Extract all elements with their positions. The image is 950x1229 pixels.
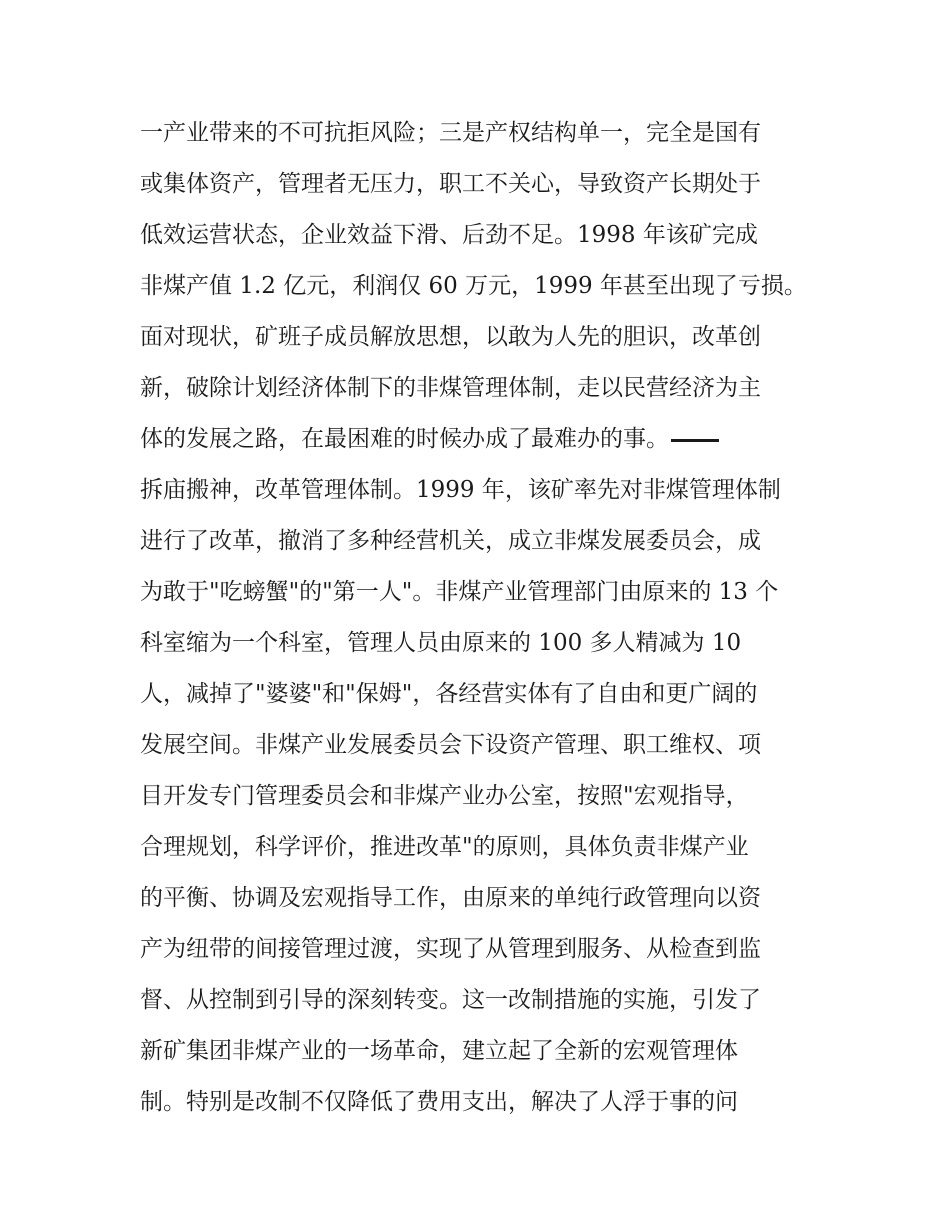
text-line: 新矿集团非煤产业的一场革命，建立起了全新的宏观管理体	[140, 1038, 738, 1064]
text-line: 拆庙搬神，改革管理体制。1999 年，该矿率先对非煤管理体制	[140, 477, 781, 503]
text-line: 人，减掉了"婆婆"和"保姆"，各经营实体有了自由和更广阔的	[140, 681, 758, 707]
text-line: 产为纽带的间接管理过渡，实现了从管理到服务、从检查到监	[140, 936, 761, 962]
text-line: 一产业带来的不可抗拒风险；三是产权结构单一，完全是国有	[140, 120, 761, 146]
text-line-with-dash	[140, 414, 830, 465]
text-line: 非煤产值 1.2 亿元，利润仅 60 万元，1999 年甚至出现了亏损。	[140, 273, 807, 299]
text-line: 低效运营状态，企业效益下滑、后劲不足。1998 年该矿完成	[140, 222, 758, 248]
text-line: 制。特别是改制不仅降低了费用支出，解决了人浮于事的问	[140, 1089, 738, 1115]
em-dash	[671, 439, 719, 442]
text-line: 科室缩为一个科室，管理人员由原来的 100 多人精减为 10	[140, 630, 742, 656]
text-line: 面对现状，矿班子成员解放思想，以敢为人先的胆识，改革创	[140, 324, 761, 350]
text-line: 为敢于"吃螃蟹"的"第一人"。非煤产业管理部门由原来的 13 个	[140, 579, 779, 605]
text-line: 合理规划，科学评价，推进改革"的原则，具体负责非煤产业	[140, 834, 749, 860]
text-line: 目开发专门管理委员会和非煤产业办公室，按照"宏观指导，	[140, 783, 749, 809]
text-line: 进行了改革，撤消了多种经营机关，成立非煤发展委员会，成	[140, 528, 761, 554]
text-line: 的平衡、协调及宏观指导工作，由原来的单纯行政管理向以资	[140, 885, 761, 911]
body-text	[140, 108, 830, 1128]
text-line: 发展空间。非煤产业发展委员会下设资产管理、职工维权、项	[140, 732, 761, 758]
text-line: 或集体资产，管理者无压力，职工不关心，导致资产长期处于	[140, 171, 761, 197]
text-line: 新，破除计划经济体制下的非煤管理体制，走以民营经济为主	[140, 375, 761, 401]
text-line: 督、从控制到引导的深刻转变。这一改制措施的实施，引发了	[140, 987, 761, 1013]
text-line: 体的发展之路，在最困难的时候办成了最难办的事。	[140, 426, 669, 452]
